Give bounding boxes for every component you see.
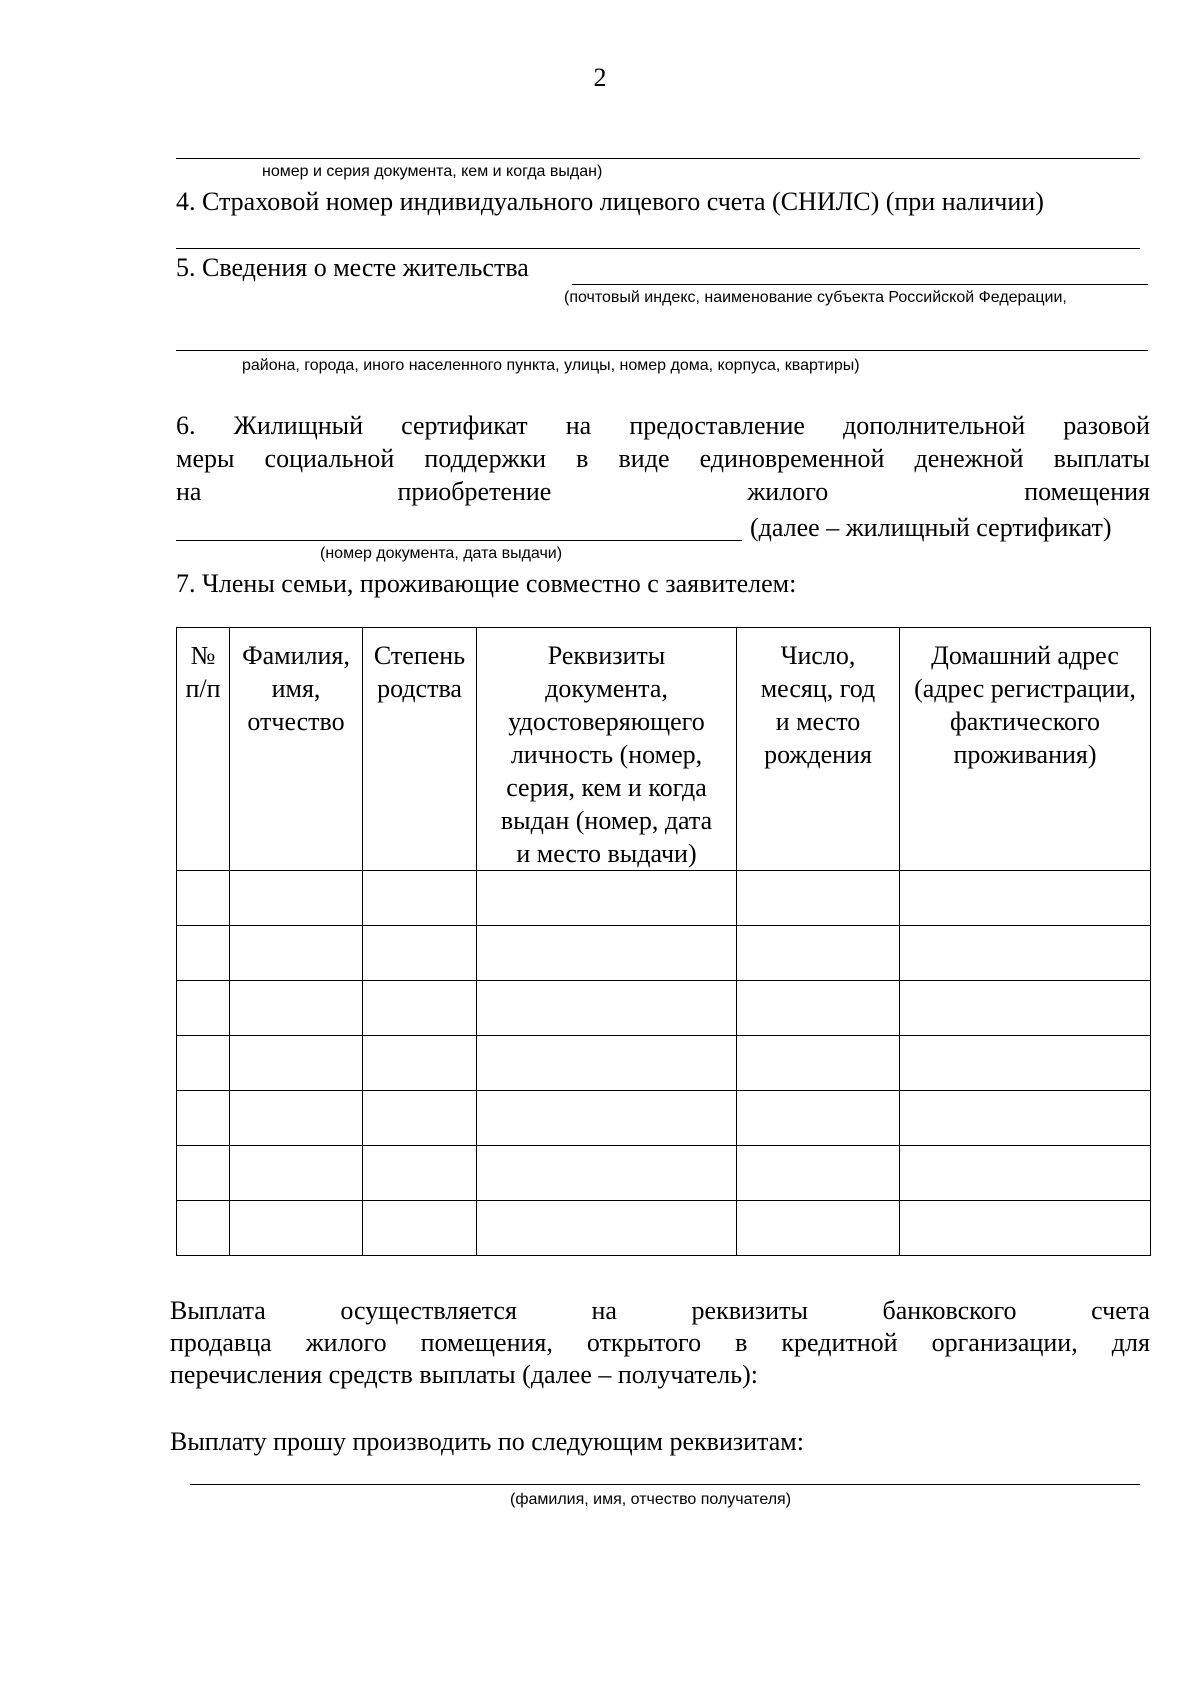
table-cell[interactable] <box>737 1146 900 1201</box>
word: открытого <box>586 1328 702 1357</box>
page-number: 2 <box>593 63 607 92</box>
table-cell[interactable] <box>230 871 363 926</box>
table-cell[interactable] <box>363 1091 477 1146</box>
word: на <box>565 411 592 440</box>
table-cell[interactable] <box>230 1036 363 1091</box>
header-birth: Число, месяц, год и место рождения <box>737 628 900 871</box>
item-6-line-3 <box>176 476 1150 508</box>
word: предоставление <box>629 411 805 440</box>
table-cell[interactable] <box>900 1201 1151 1256</box>
table-cell[interactable] <box>737 1091 900 1146</box>
table-cell[interactable] <box>737 1201 900 1256</box>
table-cell[interactable] <box>363 1036 477 1091</box>
payment-line-1 <box>170 1295 1150 1327</box>
table-cell[interactable] <box>363 926 477 981</box>
word: в <box>735 1328 748 1357</box>
table-cell[interactable] <box>177 926 230 981</box>
snils-blank-line <box>176 248 1140 249</box>
word: поддержки <box>424 444 547 473</box>
table-row <box>177 1036 1151 1091</box>
word: Выплата <box>170 1296 266 1325</box>
table-cell[interactable] <box>177 1201 230 1256</box>
table-cell[interactable] <box>477 1201 737 1256</box>
payment-line-2 <box>170 1327 1150 1359</box>
word: на <box>176 477 202 506</box>
word: дополнительной <box>843 411 1026 440</box>
word: реквизиты <box>691 1296 808 1325</box>
table-cell[interactable] <box>230 1091 363 1146</box>
doc-blank-line <box>176 158 1140 159</box>
item-6-line-2 <box>176 443 1150 475</box>
table-cell[interactable] <box>737 871 900 926</box>
word: на <box>591 1296 617 1325</box>
word: выплаты <box>1053 444 1150 473</box>
word: разовой <box>1063 411 1150 440</box>
header-relationship: Степень родства <box>363 628 477 871</box>
table-header-row <box>177 628 1151 871</box>
table-row <box>177 981 1151 1036</box>
table-cell[interactable] <box>230 926 363 981</box>
table-cell[interactable] <box>737 981 900 1036</box>
table-cell[interactable] <box>900 1036 1151 1091</box>
table-cell[interactable] <box>900 981 1151 1036</box>
address-blank-line <box>176 350 1148 351</box>
payment-line-3: перечисления средств выплаты (далее – получатель): <box>170 1360 758 1389</box>
header-id-document: Реквизиты документа, удостоверяющего личность (номер, серия, кем и когда выдан (номер, дата и место выдачи) <box>477 628 737 871</box>
table-cell[interactable] <box>363 1146 477 1201</box>
family-members-table <box>176 627 1151 1256</box>
table-cell[interactable] <box>477 1036 737 1091</box>
word: меры <box>176 444 235 473</box>
word: Жилищный <box>233 411 364 440</box>
word: в <box>576 444 589 473</box>
word: сертификат <box>401 411 528 440</box>
item-7-family: 7. Члены семьи, проживающие совместно с заявителем: <box>176 569 797 598</box>
header-number: № п/п <box>177 628 230 871</box>
recipient-blank-line <box>190 1484 1140 1485</box>
table-cell[interactable] <box>177 981 230 1036</box>
residence-blank-line <box>572 284 1148 285</box>
item-5-residence: 5. Сведения о месте жительства <box>176 253 529 282</box>
table-cell[interactable] <box>477 871 737 926</box>
caption-address-2: района, города, иного населенного пункта, улицы, номер дома, корпуса, квартиры) <box>242 357 860 374</box>
word: организации, <box>931 1328 1078 1357</box>
word: помещения, <box>420 1328 553 1357</box>
table-cell[interactable] <box>900 871 1151 926</box>
table-cell[interactable] <box>177 871 230 926</box>
header-full-name: Фамилия, имя, отчество <box>230 628 363 871</box>
caption-address-1: (почтовый индекс, наименование субъекта Российской Федерации, <box>564 289 1067 306</box>
table-cell[interactable] <box>363 1201 477 1256</box>
table-cell[interactable] <box>230 981 363 1036</box>
table-row <box>177 1091 1151 1146</box>
table-cell[interactable] <box>230 1146 363 1201</box>
table-cell[interactable] <box>477 981 737 1036</box>
word: продавца <box>170 1328 272 1357</box>
table-cell[interactable] <box>737 926 900 981</box>
table-cell[interactable] <box>177 1146 230 1201</box>
table-cell[interactable] <box>177 1091 230 1146</box>
caption-document: номер и серия документа, кем и когда выдан) <box>262 163 603 180</box>
word: кредитной <box>781 1328 898 1357</box>
word: денежной <box>914 444 1024 473</box>
table-cell[interactable] <box>737 1036 900 1091</box>
item-6-line-1 <box>176 410 1150 442</box>
word: единовременной <box>699 444 885 473</box>
header-home-address: Домашний адрес (адрес регистрации, фактического проживания) <box>900 628 1151 871</box>
table-cell[interactable] <box>900 1146 1151 1201</box>
table-cell[interactable] <box>177 1036 230 1091</box>
word: для <box>1111 1328 1150 1357</box>
word: помещения <box>1024 477 1150 506</box>
table-row <box>177 926 1151 981</box>
table-cell[interactable] <box>363 871 477 926</box>
table-cell[interactable] <box>230 1201 363 1256</box>
word: банковского <box>882 1296 1017 1325</box>
table-cell[interactable] <box>477 1146 737 1201</box>
caption-recipient: (фамилия, имя, отчество получателя) <box>510 1491 792 1508</box>
word: социальной <box>264 444 395 473</box>
word: 6. <box>176 411 196 440</box>
certificate-blank-line <box>176 540 742 541</box>
table-cell[interactable] <box>477 926 737 981</box>
table-cell[interactable] <box>363 981 477 1036</box>
word: виде <box>618 444 670 473</box>
word: осуществляется <box>340 1296 517 1325</box>
table-row <box>177 1201 1151 1256</box>
table-row <box>177 871 1151 926</box>
word: приобретение <box>397 477 552 506</box>
word: жилого <box>747 477 829 506</box>
caption-certificate: (номер документа, дата выдачи) <box>320 545 563 562</box>
table-row <box>177 1146 1151 1201</box>
word: счета <box>1091 1296 1150 1325</box>
table-cell[interactable] <box>477 1091 737 1146</box>
table-cell[interactable] <box>900 926 1151 981</box>
item-4-snils: 4. Страховой номер индивидуального лицевого счета (СНИЛС) (при наличии) <box>176 187 1044 216</box>
item-6-tail: (далее – жилищный сертификат) <box>750 513 1112 542</box>
table-cell[interactable] <box>900 1091 1151 1146</box>
request-text: Выплату прошу производить по следующим реквизитам: <box>170 1427 804 1456</box>
word: жилого <box>305 1328 387 1357</box>
